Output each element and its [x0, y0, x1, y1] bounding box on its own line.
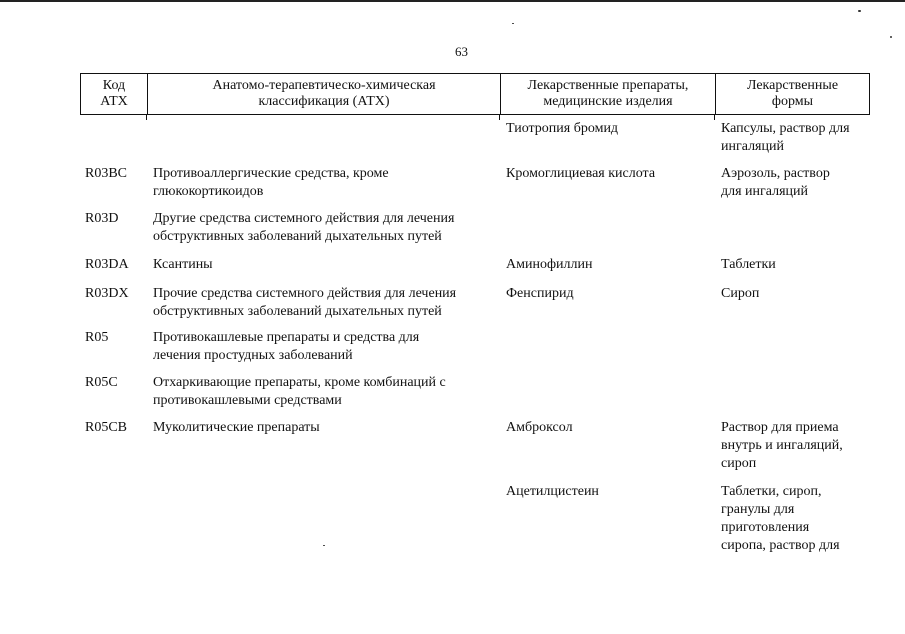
scan-speck [323, 545, 325, 546]
row-code: R05CB [85, 420, 128, 435]
scan-speck [858, 10, 861, 12]
row-classification: Ксантины [153, 257, 213, 272]
row-form: Раствор для приема внутрь и ингаляций, сироп [721, 420, 843, 471]
row-code: R03D [85, 211, 119, 226]
row-form: Таблетки [721, 257, 776, 272]
column-divider-stub [499, 114, 500, 120]
row-classification: Муколитические препараты [153, 420, 320, 435]
row-form: Таблетки, сироп, гранулы для приготовления сиропа, раствор для [721, 484, 840, 553]
scan-speck [890, 36, 892, 38]
header-forms: Лекарственные формы [746, 78, 839, 109]
scan-speck [512, 23, 514, 24]
row-classification: Противоаллергические средства, кроме глюкокортикоидов [153, 166, 389, 199]
row-code: R03DX [85, 286, 129, 301]
row-code: R03DA [85, 257, 129, 272]
row-form: Капсулы, раствор для ингаляций [721, 121, 850, 154]
header-drugs: Лекарственные препараты, медицинские изделия [527, 78, 689, 109]
table-header [80, 73, 870, 115]
page-number: 63 [455, 44, 468, 59]
row-code: R05C [85, 375, 118, 390]
column-divider-stub [146, 114, 147, 120]
header-code: Код АТХ [100, 78, 128, 109]
row-drug: Ацетилцистеин [506, 484, 599, 499]
row-drug: Амброксол [506, 420, 573, 435]
row-drug: Фенспирид [506, 286, 574, 301]
header-classification: Анатомо-терапевтическо-химическая классификация (АТХ) [212, 78, 436, 109]
top-border-line [0, 0, 905, 2]
row-code: R03BC [85, 166, 128, 181]
row-drug: Кромоглициевая кислота [506, 166, 656, 181]
column-divider-stub [714, 114, 715, 120]
row-form: Сироп [721, 286, 760, 301]
row-form: Аэрозоль, раствор для ингаляций [721, 166, 830, 199]
row-classification: Другие средства системного действия для лечения обструктивных заболеваний дыхательных путей [153, 211, 455, 244]
row-drug: Тиотропия бромид [506, 121, 619, 136]
row-drug: Аминофиллин [506, 257, 593, 272]
row-classification: Отхаркивающие препараты, кроме комбинаций с противокашлевыми средствами [153, 375, 446, 408]
row-classification: Противокашлевые препараты и средства для лечения простудных заболеваний [153, 330, 420, 363]
row-code: R05 [85, 330, 109, 345]
row-classification: Прочие средства системного действия для лечения обструктивных заболеваний дыхательных путей [153, 286, 457, 319]
